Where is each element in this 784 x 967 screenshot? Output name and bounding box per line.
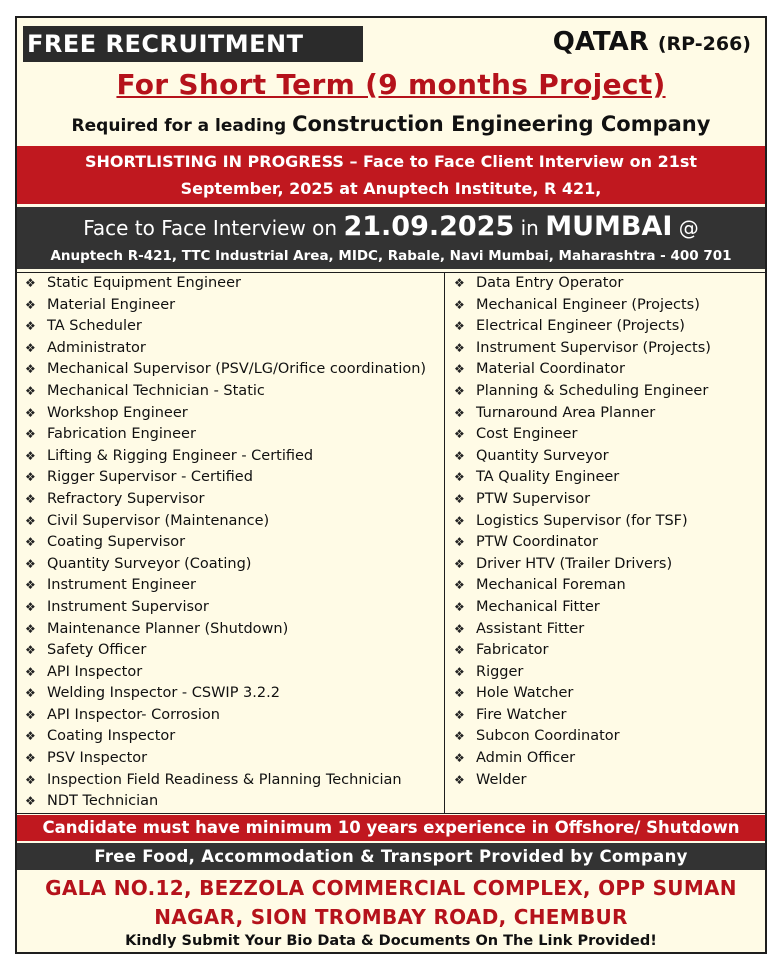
- job-title: Workshop Engineer: [47, 404, 188, 421]
- job-title: Mechanical Fitter: [476, 598, 600, 615]
- interview-prefix: Face to Face Interview on: [83, 216, 338, 240]
- diamond-bullet-icon: ❖: [25, 405, 36, 420]
- diamond-bullet-icon: ❖: [25, 319, 36, 334]
- job-title: API Inspector- Corrosion: [47, 706, 220, 723]
- job-item: [17, 381, 444, 403]
- job-title: Logistics Supervisor (for TSF): [476, 512, 688, 529]
- job-list-left: [17, 273, 444, 813]
- job-title: Rigger: [476, 663, 524, 680]
- job-item: [17, 338, 444, 360]
- diamond-bullet-icon: ❖: [25, 340, 36, 355]
- job-title: Coating Supervisor: [47, 534, 186, 551]
- venue-line-2: NAGAR, SION TROMBAY ROAD, CHEMBUR: [154, 905, 628, 929]
- diamond-bullet-icon: ❖: [454, 405, 465, 420]
- diamond-bullet-icon: ❖: [25, 621, 36, 636]
- job-title: Mechanical Technician - Static: [47, 382, 265, 399]
- job-title: Turnaround Area Planner: [476, 404, 656, 421]
- job-item: [446, 424, 765, 446]
- diamond-bullet-icon: ❖: [25, 556, 36, 571]
- shortlisting-banner: [17, 146, 765, 204]
- job-title: Welding Inspector - CSWIP 3.2.2: [47, 685, 280, 702]
- job-title: Material Coordinator: [476, 361, 625, 378]
- job-column-right: [446, 273, 765, 813]
- shortlisting-line-2: September, 2025 at Anuptech Institute, R 421,: [180, 179, 602, 198]
- job-item: [17, 316, 444, 338]
- company-type: Construction Engineering Company: [292, 112, 711, 136]
- job-item: [446, 316, 765, 338]
- job-title: Instrument Supervisor (Projects): [476, 339, 711, 356]
- job-title: PTW Coordinator: [476, 534, 598, 551]
- diamond-bullet-icon: ❖: [25, 470, 36, 485]
- diamond-bullet-icon: ❖: [25, 664, 36, 679]
- job-item: [446, 359, 765, 381]
- job-title: Cost Engineer: [476, 426, 578, 443]
- diamond-bullet-icon: ❖: [25, 276, 36, 290]
- job-title: Lifting & Rigging Engineer - Certified: [47, 447, 314, 464]
- diamond-bullet-icon: ❖: [454, 470, 465, 485]
- diamond-bullet-icon: ❖: [25, 427, 36, 442]
- job-title: Quantity Surveyor: [476, 447, 609, 464]
- diamond-bullet-icon: ❖: [454, 448, 465, 463]
- interview-address: Anuptech R-421, TTC Industrial Area, MIDC, Rabale, Navi Mumbai, Maharashtra - 400 701: [50, 248, 732, 264]
- job-title: Planning & Scheduling Engineer: [476, 382, 709, 399]
- job-title: Fabricator: [476, 642, 549, 659]
- job-title: Coating Inspector: [47, 728, 176, 745]
- job-title: Data Entry Operator: [476, 275, 624, 291]
- job-item: [446, 619, 765, 641]
- diamond-bullet-icon: ❖: [454, 362, 465, 377]
- job-item: [446, 381, 765, 403]
- job-item: [446, 338, 765, 360]
- job-item: [446, 705, 765, 727]
- diamond-bullet-icon: ❖: [25, 643, 36, 658]
- diamond-bullet-icon: ❖: [454, 621, 465, 636]
- free-recruitment-banner: FREE RECRUITMENT: [23, 26, 363, 62]
- job-title: Subcon Coordinator: [476, 728, 620, 745]
- diamond-bullet-icon: ❖: [25, 772, 36, 787]
- job-item: [17, 403, 444, 425]
- reference-code: (RP-266): [657, 33, 751, 55]
- venue-line-1: GALA NO.12, BEZZOLA COMMERCIAL COMPLEX, OPP SUMAN: [45, 876, 737, 900]
- shortlisting-line-1: [17, 148, 765, 175]
- diamond-bullet-icon: ❖: [25, 707, 36, 722]
- job-item: [446, 273, 765, 295]
- job-item: [446, 640, 765, 662]
- job-title: Hole Watcher: [476, 685, 574, 702]
- job-item: [17, 359, 444, 381]
- diamond-bullet-icon: ❖: [454, 578, 465, 593]
- country-title: [553, 24, 751, 62]
- diamond-bullet-icon: ❖: [454, 772, 465, 787]
- job-title: Instrument Supervisor: [47, 598, 209, 615]
- diamond-bullet-icon: ❖: [25, 362, 36, 377]
- job-item: [17, 295, 444, 317]
- job-item: [446, 748, 765, 770]
- job-title: Mechanical Supervisor (PSV/LG/Orifice coordination): [47, 361, 427, 378]
- job-title: Safety Officer: [47, 642, 147, 659]
- diamond-bullet-icon: ❖: [454, 664, 465, 679]
- job-item: [17, 424, 444, 446]
- job-title: Mechanical Engineer (Projects): [476, 296, 700, 313]
- diamond-bullet-icon: ❖: [454, 491, 465, 506]
- job-title: Civil Supervisor (Maintenance): [47, 512, 270, 529]
- job-title: API Inspector: [47, 663, 143, 680]
- job-title: TA Scheduler: [47, 318, 142, 335]
- diamond-bullet-icon: ❖: [25, 297, 36, 312]
- job-item: [446, 403, 765, 425]
- diamond-bullet-icon: ❖: [454, 643, 465, 658]
- diamond-bullet-icon: ❖: [25, 729, 36, 744]
- submit-instruction: Kindly Submit Your Bio Data & Documents On The Link Provided!: [125, 933, 657, 949]
- recruitment-flyer: [15, 16, 767, 954]
- diamond-bullet-icon: ❖: [454, 556, 465, 571]
- job-item: [17, 683, 444, 705]
- country-name: QATAR: [552, 27, 649, 57]
- job-item: [446, 575, 765, 597]
- diamond-bullet-icon: ❖: [25, 686, 36, 701]
- job-column-left: [17, 273, 445, 813]
- job-title: Electrical Engineer (Projects): [476, 318, 685, 335]
- job-title: Driver HTV (Trailer Drivers): [476, 555, 673, 572]
- project-duration-heading: For Short Term (9 months Project): [116, 68, 666, 101]
- job-title: Instrument Engineer: [47, 577, 196, 594]
- diamond-bullet-icon: ❖: [25, 448, 36, 463]
- interview-city: MUMBAI: [545, 211, 673, 242]
- job-item: [446, 295, 765, 317]
- diamond-bullet-icon: ❖: [454, 340, 465, 355]
- job-title: Admin Officer: [476, 750, 576, 767]
- job-item: [17, 619, 444, 641]
- job-item: [17, 748, 444, 770]
- venue-address: [17, 874, 765, 932]
- company-line: [17, 112, 765, 136]
- job-item: [446, 726, 765, 748]
- job-item: [17, 467, 444, 489]
- diamond-bullet-icon: ❖: [25, 383, 36, 398]
- job-item: [446, 467, 765, 489]
- job-list-right: [446, 273, 765, 791]
- interview-line: [17, 207, 765, 246]
- diamond-bullet-icon: ❖: [454, 729, 465, 744]
- diamond-bullet-icon: ❖: [25, 578, 36, 593]
- diamond-bullet-icon: ❖: [454, 297, 465, 312]
- job-title: Mechanical Foreman: [476, 577, 626, 594]
- job-title: Quantity Surveyor (Coating): [47, 555, 252, 572]
- diamond-bullet-icon: ❖: [454, 513, 465, 528]
- job-title: Rigger Supervisor - Certified: [47, 469, 253, 486]
- diamond-bullet-icon: ❖: [25, 751, 36, 766]
- job-item: [17, 511, 444, 533]
- job-title: Inspection Field Readiness & Planning Technician: [47, 771, 402, 788]
- diamond-bullet-icon: ❖: [454, 276, 465, 290]
- job-item: [446, 770, 765, 792]
- diamond-bullet-icon: ❖: [25, 599, 36, 614]
- diamond-bullet-icon: ❖: [25, 794, 36, 809]
- job-title: Welder: [476, 771, 527, 788]
- job-item: [446, 489, 765, 511]
- job-item: [17, 489, 444, 511]
- diamond-bullet-icon: ❖: [454, 383, 465, 398]
- required-prefix: Required for a leading: [71, 116, 287, 136]
- job-item: [446, 597, 765, 619]
- job-title: Fabrication Engineer: [47, 426, 196, 443]
- diamond-bullet-icon: ❖: [454, 751, 465, 766]
- diamond-bullet-icon: ❖: [454, 427, 465, 442]
- diamond-bullet-icon: ❖: [454, 686, 465, 701]
- job-item: [17, 791, 444, 813]
- job-item: [446, 662, 765, 684]
- diamond-bullet-icon: ❖: [454, 535, 465, 550]
- job-item: [17, 662, 444, 684]
- job-title: Assistant Fitter: [476, 620, 585, 637]
- job-title: Material Engineer: [47, 296, 176, 313]
- job-item: [17, 532, 444, 554]
- job-item: [17, 446, 444, 468]
- interview-banner: [17, 207, 765, 269]
- job-title: Static Equipment Engineer: [47, 275, 241, 291]
- job-positions: [17, 272, 765, 814]
- job-item: [446, 511, 765, 533]
- job-item: [17, 575, 444, 597]
- diamond-bullet-icon: ❖: [25, 491, 36, 506]
- job-item: [446, 446, 765, 468]
- job-title: Administrator: [47, 339, 146, 356]
- job-title: PTW Supervisor: [476, 490, 591, 507]
- job-title: PSV Inspector: [47, 750, 148, 767]
- job-title: Refractory Supervisor: [47, 490, 205, 507]
- job-item: [17, 554, 444, 576]
- diamond-bullet-icon: ❖: [25, 535, 36, 550]
- job-title: TA Quality Engineer: [476, 469, 620, 486]
- diamond-bullet-icon: ❖: [25, 513, 36, 528]
- benefits-banner: Free Food, Accommodation & Transport Provided by Company: [17, 843, 765, 870]
- job-item: [17, 640, 444, 662]
- job-item: [17, 597, 444, 619]
- job-title: Fire Watcher: [476, 706, 567, 723]
- job-title: Maintenance Planner (Shutdown): [47, 620, 289, 637]
- diamond-bullet-icon: ❖: [454, 707, 465, 722]
- interview-at: @: [678, 216, 699, 240]
- job-item: [17, 273, 444, 295]
- job-item: [17, 705, 444, 727]
- diamond-bullet-icon: ❖: [454, 319, 465, 334]
- job-item: [446, 532, 765, 554]
- shortlisting-text-1: – Face to Face Client Interview on 21st: [343, 152, 698, 171]
- job-item: [446, 554, 765, 576]
- job-item: [446, 683, 765, 705]
- experience-requirement: Candidate must have minimum 10 years experience in Offshore/ Shutdown: [17, 815, 765, 841]
- job-item: [17, 726, 444, 748]
- job-item: [17, 770, 444, 792]
- interview-date: 21.09.2025: [343, 211, 515, 242]
- shortlisting-highlight: SHORTLISTING IN PROGRESS: [84, 152, 344, 171]
- job-title: NDT Technician: [47, 793, 159, 810]
- interview-in: in: [520, 216, 539, 240]
- diamond-bullet-icon: ❖: [454, 599, 465, 614]
